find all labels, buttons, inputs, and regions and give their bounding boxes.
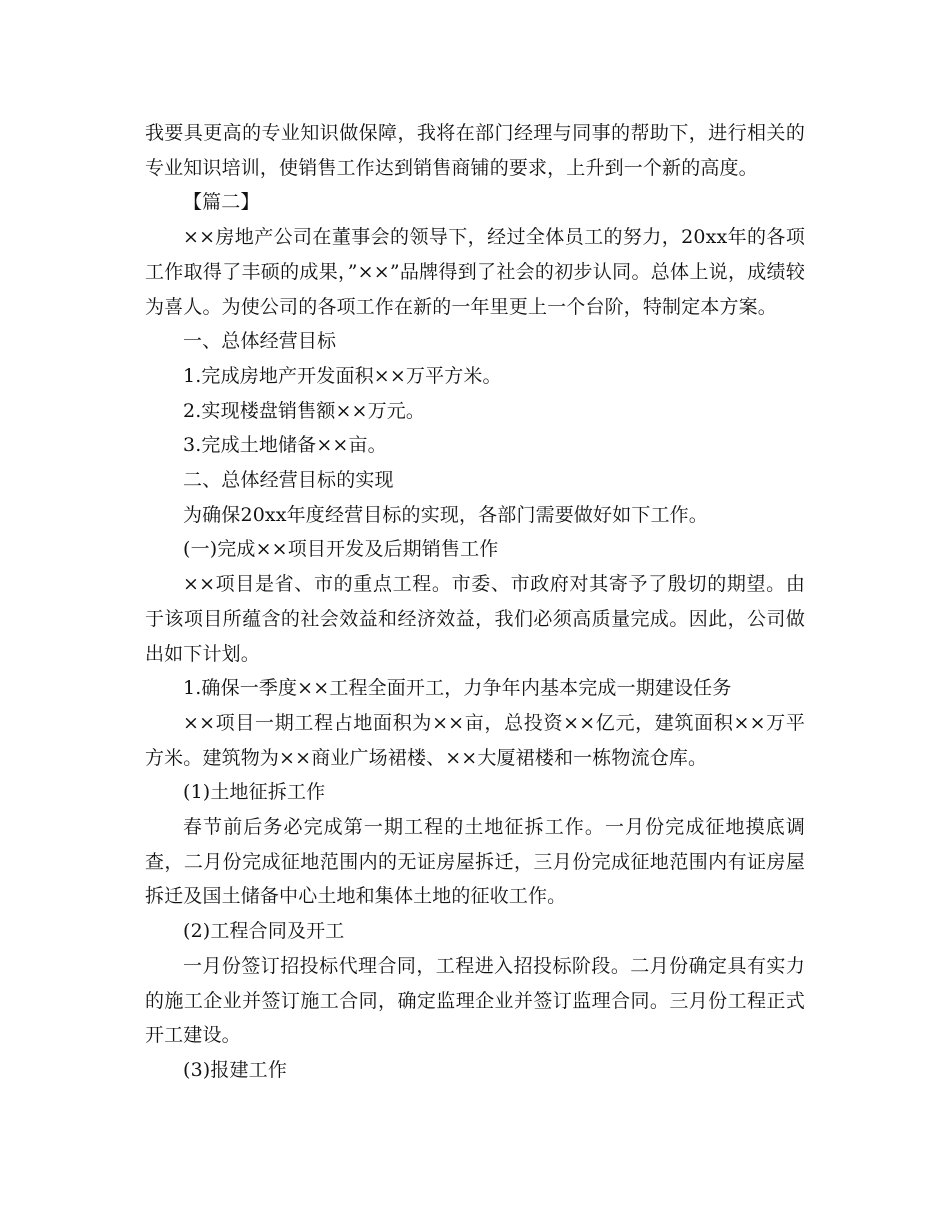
paragraph-1: 我要具更高的专业知识做保障，我将在部门经理与同事的帮助下，进行相关的专业知识培训，使销售工作达到销售商铺的要求，上升到一个新的高度。 — [145, 122, 805, 179]
goal-item-1: 1.完成房地产开发面积××万平方米。 — [183, 364, 502, 387]
item-q1-start: 1.确保一季度××工程全面开工，力争年内基本完成一期建设任务 — [183, 677, 732, 700]
heading-overall-goals: 一、总体经营目标 — [183, 330, 337, 353]
subitem-contracts: (2)工程合同及开工 — [183, 920, 345, 943]
subitem-permits: (3)报建工作 — [183, 1058, 287, 1081]
paragraph-intro: ××房地产公司在董事会的领导下，经过全体员工的努力，20xx年的各项工作取得了丰硕的成果，”××”品牌得到了社会的初步认同。总体上说，成绩较为喜人。为使公司的各项工作在新的一年里更上一个台阶，特制定本方案。 — [145, 226, 805, 318]
paragraph-land-acquisition: 春节前后务必完成第一期工程的土地征拆工作。一月份完成征地摸底调查，二月份完成征地范围内的无证房屋拆迁，三月份完成征地范围内有证房屋拆迁及国土储备中心土地和集体土地的征收工作。 — [145, 816, 805, 908]
document-body — [145, 116, 805, 1088]
paragraph-contracts: 一月份签订招投标代理合同，工程进入招投标阶段。二月份确定具有实力的施工企业并签订施工合同，确定监理企业并签订监理合同。三月份工程正式开工建设。 — [145, 954, 805, 1047]
paragraph-phase-one: ××项目一期工程占地面积为××亩，总投资××亿元，建筑面积××万平方米。建筑物为××商业广场裙楼、××大厦裙楼和一栋物流仓库。 — [145, 711, 805, 769]
subitem-land-acquisition: (1)土地征拆工作 — [183, 781, 326, 804]
section-heading-part-two: 【篇二】 — [183, 191, 260, 214]
subheading-project-sales: (一)完成××项目开发及后期销售工作 — [183, 538, 499, 561]
heading-goal-realization: 二、总体经营目标的实现 — [183, 469, 394, 492]
paragraph-departments: 为确保20xx年度经营目标的实现，各部门需要做好如下工作。 — [183, 503, 708, 526]
paragraph-project-importance: ××项目是省、市的重点工程。市委、市政府对其寄予了殷切的期望。由于该项目所蕴含的社会效益和经济效益，我们必须高质量完成。因此，公司做出如下计划。 — [145, 573, 805, 665]
goal-item-3: 3.完成土地储备××亩。 — [183, 434, 387, 457]
goal-item-2: 2.实现楼盘销售额××万元。 — [183, 399, 426, 422]
